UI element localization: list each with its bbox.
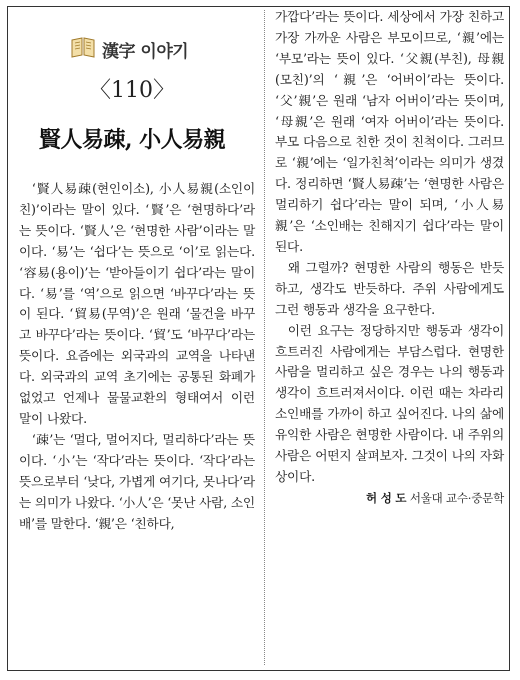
paragraph: ‘賢人易疎(현인이소), 小人易親(소인이친)’이라는 말이 있다. ‘賢’은 ‘현명하다’라는 뜻이다. ‘賢人’은 ‘현명한 사람’이라는 말이다. ‘易’는 ‘쉽다’는 뜻으로 ‘이’로 읽는다. ‘容易(용이)’는 ‘받아들이기 쉽다’라는 말이다. ‘易’를 ‘역’으로 읽으면 ‘바꾸다’라는 뜻이 된다. ‘貿易(무역)’은 원래 ‘물건을 바꾸고 바꾸다’라는 뜻이다. ‘貿’도 ‘바꾸다’라는 뜻이다. 요즘에는 외국과의 교역을 나타낸다. 외국과의 교역 초기에는 공통된 화폐가 없었고 언제나 물물교환의 형태여서 이런 말이 나왔다. bbox=[19, 181, 255, 426]
author-affiliation: 서울대 교수·중문학 bbox=[409, 490, 504, 505]
issue-number: 〈110〉 bbox=[89, 78, 175, 103]
column-divider bbox=[264, 10, 265, 665]
book-icon bbox=[70, 37, 96, 58]
paragraph: 왜 그럴까? 현명한 사람의 행동은 반듯하고, 생각도 반듯하다. 주위 사람에게도 그런 행동과 생각을 요구한다. bbox=[275, 259, 504, 317]
author-name: 허 성 도 bbox=[366, 490, 407, 505]
article-title: 賢人易疎, 小人易親 bbox=[38, 127, 226, 153]
paragraph: 가깝다’라는 뜻이다. 세상에서 가장 친하고 가장 가까운 사람은 부모이므로, ‘親’에는 ‘부모’라는 뜻이 있다. ‘父親(부친), 母親(모친)’의 ‘親’은 ‘어버이’라는 뜻이다. ‘父’親’은 원래 ‘남자 어버이’라는 뜻이며, ‘母親’은 원래 ‘여자 어버이’라는 뜻이다. 부모 다음으로 친한 것이 친척이다. 그러므로 ‘親’에는 ‘일가친척’이라는 의미가 생겼다. 정리하면 ‘賢人易疎’는 ‘현명한 사람은 멀리하기 쉽다’라는 말이 되며, ‘小人易親’은 ‘소인배는 친해지기 쉽다’라는 말이 된다. bbox=[275, 9, 504, 254]
left-column bbox=[19, 179, 255, 534]
paragraph: 이런 요구는 정당하지만 행동과 생각이 흐트러진 사람에게는 부담스럽다. 현명한 사람을 멀리하고 싶은 경우는 나의 행동과 생각이 흐트러져서이다. 이런 때는 차라리 소인배를 가까이 하고 싶어진다. 나의 삶에 유익한 사람은 현명한 사람이다. 내 주위의 사람은 어떤지 살펴보자. 그것이 나의 자화상이다. bbox=[275, 322, 504, 484]
paragraph: ‘疎’는 ‘멀다, 멀어지다, 멀리하다’라는 뜻이다. ‘小’는 ‘작다’라는 뜻이다. ‘작다’라는 뜻으로부터 ‘낮다, 가볍게 여기다, 못나다’라는 의미가 나왔다. ‘小人’은 ‘못난 사람, 소인배’를 말한다. ‘親’은 ‘친하다, bbox=[19, 431, 255, 531]
right-column bbox=[275, 7, 504, 509]
series-title: 漢字 이야기 bbox=[102, 42, 189, 62]
author-byline bbox=[275, 488, 504, 509]
